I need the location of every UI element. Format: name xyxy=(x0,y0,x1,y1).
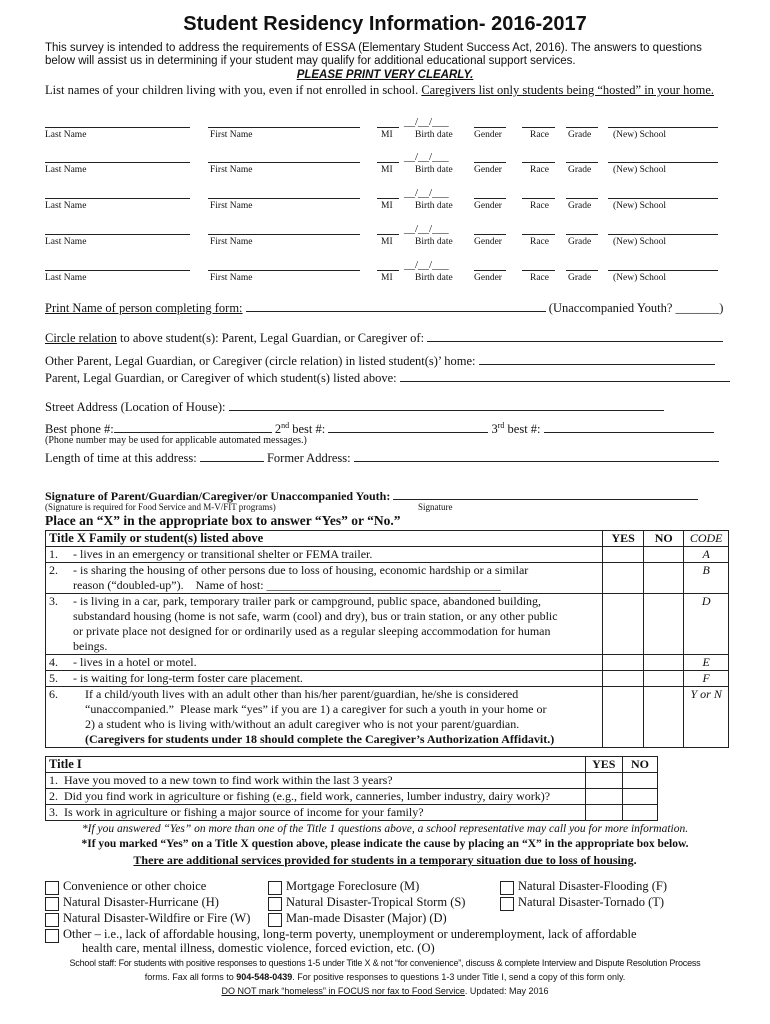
title-1-question: 1. Have you moved to a new town to find work within the last 3 years? xyxy=(46,773,586,789)
gender-input[interactable] xyxy=(474,162,506,163)
title-1-no-box[interactable] xyxy=(623,773,658,789)
student-label-race: Race xyxy=(530,237,549,247)
title-x-no-box[interactable] xyxy=(644,655,684,671)
birth-date-input[interactable]: __/__/___ xyxy=(404,116,449,128)
title-x-no-box[interactable] xyxy=(644,594,684,655)
title-x-no-box[interactable] xyxy=(644,547,684,563)
other-option-continued: health care, mental illness, domestic violence, forced eviction, etc. (O) xyxy=(82,941,435,955)
student-label-school: (New) School xyxy=(613,165,667,175)
title-x-text: 2) a student who is living with/without an adult caregiver who is not your parent/guardian. xyxy=(73,717,520,731)
student-label-first: First Name xyxy=(210,273,253,283)
student-field-line[interactable] xyxy=(208,162,360,163)
student-label-last: Last Name xyxy=(45,165,87,175)
title-x-code: F xyxy=(684,671,729,687)
student-label-last: Last Name xyxy=(45,130,87,140)
student-field-line[interactable] xyxy=(522,270,555,271)
gender-input[interactable] xyxy=(474,127,506,128)
parent-of-row: Parent, Legal Guardian, or Caregiver of which student(s) listed above: xyxy=(45,369,730,386)
cause-checkbox[interactable] xyxy=(45,897,59,911)
cause-checkbox[interactable] xyxy=(500,881,514,895)
student-label-school: (New) School xyxy=(613,201,667,211)
student-field-line[interactable] xyxy=(566,234,598,235)
page-title: Student Residency Information- 2016-2017 xyxy=(183,13,587,35)
student-field-line[interactable] xyxy=(45,270,190,271)
student-label-gender: Gender xyxy=(474,237,502,247)
title-x-note: *If you marked “Yes” on a Title X question above, please indicate the cause by placing an “X” in the appropriate box below. xyxy=(81,838,689,850)
student-field-line[interactable] xyxy=(377,127,399,128)
cause-checkbox[interactable] xyxy=(45,929,59,943)
title-x-text: reason (“doubled-up”). Name of host: _______________________________________ xyxy=(73,578,501,592)
title-x-text: 1. - lives in an emergency or transitional shelter or FEMA trailer. xyxy=(49,547,373,561)
student-field-line[interactable] xyxy=(608,234,718,235)
title-x-row xyxy=(46,563,729,594)
student-label-school: (New) School xyxy=(613,130,667,140)
length-row: Length of time at this address: Former Address: xyxy=(45,449,719,466)
additional-services: There are additional services provided for students in a temporary situation due to loss of housing. xyxy=(133,853,637,867)
student-field-line[interactable] xyxy=(45,234,190,235)
gender-input[interactable] xyxy=(474,270,506,271)
staff-note-1: School staff: For students with positive responses to questions 1-5 under Title X & not “for convenience”, discuss & complete Interview and Dispute Resolution Process xyxy=(69,958,701,968)
title-x-yes-box[interactable] xyxy=(603,547,644,563)
title-x-yes-box[interactable] xyxy=(603,655,644,671)
cause-checkbox[interactable] xyxy=(268,881,282,895)
cause-option-label: Convenience or other choice xyxy=(63,879,207,893)
student-field-line[interactable] xyxy=(608,270,718,271)
student-label-grade: Grade xyxy=(568,165,592,175)
student-label-grade: Grade xyxy=(568,201,592,211)
student-label-gender: Gender xyxy=(474,165,502,175)
phone-2-input[interactable] xyxy=(328,420,488,433)
title-x-text: 2. - is sharing the housing of other persons due to loss of housing, economic hardship or a similar xyxy=(49,563,529,577)
cause-option-label: Natural Disaster-Tornado (T) xyxy=(518,895,665,909)
title-x-header: Title X Family or student(s) listed above YES NO CODE xyxy=(46,531,729,547)
student-label-birth: Birth date xyxy=(415,201,453,211)
student-field-line[interactable] xyxy=(377,198,399,199)
student-field-line[interactable] xyxy=(377,234,399,235)
cause-checkbox[interactable] xyxy=(45,881,59,895)
title-x-no-box[interactable] xyxy=(644,563,684,594)
student-label-mi: MI xyxy=(381,130,393,140)
title-x-code: Y or N xyxy=(684,687,729,748)
student-label-last: Last Name xyxy=(45,273,87,283)
cause-checkbox[interactable] xyxy=(268,913,282,927)
birth-date-input[interactable]: __/__/___ xyxy=(404,223,449,235)
cause-option-label: Other – i.e., lack of affordable housing, long-term poverty, unemployment or underemployment, lack of affordable xyxy=(63,927,637,941)
title-1-no-box[interactable] xyxy=(623,789,658,805)
street-input[interactable] xyxy=(229,398,664,411)
street-row: Street Address (Location of House): xyxy=(45,398,664,415)
circle-relation-input[interactable] xyxy=(427,329,723,342)
title-x-no-box[interactable] xyxy=(644,671,684,687)
title-1-question: 2. Did you find work in agriculture or fishing (e.g., field work, canneries, lumber industry, dairy work)? xyxy=(46,789,586,805)
staff-note-3: DO NOT mark “homeless” in FOCUS nor fax to Food Service. Updated: May 2016 xyxy=(221,986,549,996)
student-label-first: First Name xyxy=(210,130,253,140)
title-x-text: or private place not designed for or ordinarily used as a regular sleeping accommodation for human xyxy=(73,624,551,638)
title-1-table xyxy=(45,756,658,821)
student-label-school: (New) School xyxy=(613,273,667,283)
length-input[interactable] xyxy=(200,449,264,462)
staff-note-2: forms. Fax all forms to 904-548-0439. For positive responses to questions 1-3 under Title I, send a copy of this form only. xyxy=(144,972,626,982)
title-x-code: D xyxy=(684,594,729,655)
student-label-mi: MI xyxy=(381,201,393,211)
title-1-row xyxy=(46,773,658,789)
title-1-no-box[interactable] xyxy=(623,805,658,821)
phone-note: (Phone number may be used for applicable automated messages.) xyxy=(45,435,307,446)
parent-of-input[interactable] xyxy=(400,369,730,382)
cause-option-label: Natural Disaster-Wildfire or Fire (W) xyxy=(63,911,251,925)
phone-3-input[interactable] xyxy=(544,420,714,433)
title-x-yes-box[interactable] xyxy=(603,671,644,687)
title-1-header: Title I YES NO xyxy=(46,757,658,773)
title-x-text: (Caregivers for students under 18 should complete the Caregiver’s Authorization Affidavit.) xyxy=(73,732,555,746)
student-label-grade: Grade xyxy=(568,273,592,283)
student-field-line[interactable] xyxy=(522,162,555,163)
title-x-code: A xyxy=(684,547,729,563)
title-x-yes-box[interactable] xyxy=(603,594,644,655)
gender-input[interactable] xyxy=(474,198,506,199)
title-1-yes-box[interactable] xyxy=(585,805,623,821)
student-label-birth: Birth date xyxy=(415,273,453,283)
title-x-text: beings. xyxy=(73,639,108,653)
student-label-mi: MI xyxy=(381,165,393,175)
title-x-code: E xyxy=(684,655,729,671)
birth-date-input[interactable]: __/__/___ xyxy=(404,259,449,271)
print-clearly: PLEASE PRINT VERY CLEARLY. xyxy=(296,69,474,81)
title-x-no-box[interactable] xyxy=(644,687,684,748)
phone-row: Best phone #: 2nd best #: 3rd best #: xyxy=(45,420,714,437)
title-x-yes-box[interactable] xyxy=(603,563,644,594)
title-x-text: 3. - is living in a car, park, temporary trailer park or campground, public space, abandoned building, xyxy=(49,594,542,608)
student-field-line[interactable] xyxy=(522,234,555,235)
student-label-last: Last Name xyxy=(45,201,87,211)
student-label-grade: Grade xyxy=(568,237,592,247)
student-label-school: (New) School xyxy=(613,237,667,247)
student-field-line[interactable] xyxy=(377,162,399,163)
student-field-line[interactable] xyxy=(608,127,718,128)
student-label-birth: Birth date xyxy=(415,237,453,247)
title-x-code: B xyxy=(684,563,729,594)
student-label-birth: Birth date xyxy=(415,165,453,175)
student-field-line[interactable] xyxy=(566,270,598,271)
cause-option-label: Man-made Disaster (Major) (D) xyxy=(286,911,447,925)
student-field-line[interactable] xyxy=(608,162,718,163)
student-field-line[interactable] xyxy=(208,198,360,199)
student-label-race: Race xyxy=(530,273,549,283)
cause-option-label: Natural Disaster-Flooding (F) xyxy=(518,879,668,893)
title-x-row xyxy=(46,594,729,655)
student-label-mi: MI xyxy=(381,237,393,247)
student-label-last: Last Name xyxy=(45,237,87,247)
student-field-line[interactable] xyxy=(45,198,190,199)
student-field-line[interactable] xyxy=(522,127,555,128)
gender-input[interactable] xyxy=(474,234,506,235)
circle-relation-row: Circle relation to above student(s): Parent, Legal Guardian, or Caregiver of: xyxy=(45,329,723,346)
cause-option-label: Mortgage Foreclosure (M) xyxy=(286,879,420,893)
title-x-row xyxy=(46,655,729,671)
birth-date-input[interactable]: __/__/___ xyxy=(404,187,449,199)
other-parent-input[interactable] xyxy=(479,352,715,365)
student-label-race: Race xyxy=(530,165,549,175)
title-x-row xyxy=(46,687,729,748)
print-name-input[interactable] xyxy=(246,299,546,312)
title-x-row xyxy=(46,671,729,687)
student-label-first: First Name xyxy=(210,237,253,247)
title-x-text: 6. If a child/youth lives with an adult other than his/her parent/guardian, he/she is considered xyxy=(49,687,519,701)
signature-label: Signature xyxy=(418,502,453,512)
birth-date-input[interactable]: __/__/___ xyxy=(404,151,449,163)
title-x-text: substandard housing (home is not safe, warm (cool) and dry), bus or train station, or any other public xyxy=(73,609,558,623)
title-x-row xyxy=(46,547,729,563)
title-x-text: 5. - is waiting for long-term foster care placement. xyxy=(49,671,303,685)
cause-checkbox[interactable] xyxy=(268,897,282,911)
title-x-text: 4. - lives in a hotel or motel. xyxy=(49,655,197,669)
title-1-note: *If you answered “Yes” on more than one of the Title 1 questions above, a school representative may call you for more information. xyxy=(81,823,689,835)
student-field-line[interactable] xyxy=(522,198,555,199)
student-field-line[interactable] xyxy=(566,127,598,128)
cause-checkbox[interactable] xyxy=(500,897,514,911)
former-address-input[interactable] xyxy=(354,449,719,462)
title-1-yes-box[interactable] xyxy=(585,789,623,805)
signature-note: (Signature is required for Food Service and M-V/FIT programs) xyxy=(45,502,276,512)
student-label-gender: Gender xyxy=(474,130,502,140)
other-parent-row: Other Parent, Legal Guardian, or Caregiver (circle relation) in listed student(s)’ home: xyxy=(45,352,715,369)
cause-checkbox[interactable] xyxy=(45,913,59,927)
signature-input[interactable] xyxy=(393,487,698,500)
student-label-gender: Gender xyxy=(474,201,502,211)
print-name-row: Print Name of person completing form: (Unaccompanied Youth? _______) xyxy=(45,301,724,315)
list-instruction: List names of your children living with you, even if not enrolled in school. Caregivers list only students being “hosted” in your home. xyxy=(45,83,714,97)
student-field-line[interactable] xyxy=(608,198,718,199)
student-label-first: First Name xyxy=(210,165,253,175)
student-label-mi: MI xyxy=(381,273,393,283)
student-label-grade: Grade xyxy=(568,130,592,140)
place-x-instruction: Place an “X” in the appropriate box to answer “Yes” or “No.” xyxy=(45,513,401,528)
student-label-first: First Name xyxy=(210,201,253,211)
title-x-yes-box[interactable] xyxy=(603,687,644,748)
title-1-yes-box[interactable] xyxy=(585,773,623,789)
student-field-line[interactable] xyxy=(566,198,598,199)
cause-option-label: Natural Disaster-Hurricane (H) xyxy=(63,895,219,909)
student-label-race: Race xyxy=(530,201,549,211)
student-field-line[interactable] xyxy=(208,270,360,271)
signature-row: Signature of Parent/Guardian/Caregiver/or Unaccompanied Youth: xyxy=(45,487,698,504)
phone-1-input[interactable] xyxy=(114,420,272,433)
student-field-line[interactable] xyxy=(208,234,360,235)
intro-text: This survey is intended to address the requirements of ESSA (Elementary Student Success Act, 2016). The answers to questions below will assist us in determining if your student may qualify for additional educational support services. xyxy=(45,42,702,67)
student-field-line[interactable] xyxy=(45,162,190,163)
title-1-row xyxy=(46,789,658,805)
student-field-line[interactable] xyxy=(377,270,399,271)
title-1-question: 3. Is work in agriculture or fishing a major source of income for your family? xyxy=(46,805,586,821)
student-label-gender: Gender xyxy=(474,273,502,283)
title-1-row xyxy=(46,805,658,821)
student-field-line[interactable] xyxy=(45,127,190,128)
student-label-birth: Birth date xyxy=(415,130,453,140)
student-field-line[interactable] xyxy=(208,127,360,128)
title-x-table xyxy=(45,530,729,748)
student-label-race: Race xyxy=(530,130,549,140)
student-field-line[interactable] xyxy=(566,162,598,163)
cause-option-label: Natural Disaster-Tropical Storm (S) xyxy=(286,895,466,909)
title-x-text: “unaccompanied.” Please mark “yes” if you are 1) a caregiver for such a youth in your home or xyxy=(73,702,547,716)
